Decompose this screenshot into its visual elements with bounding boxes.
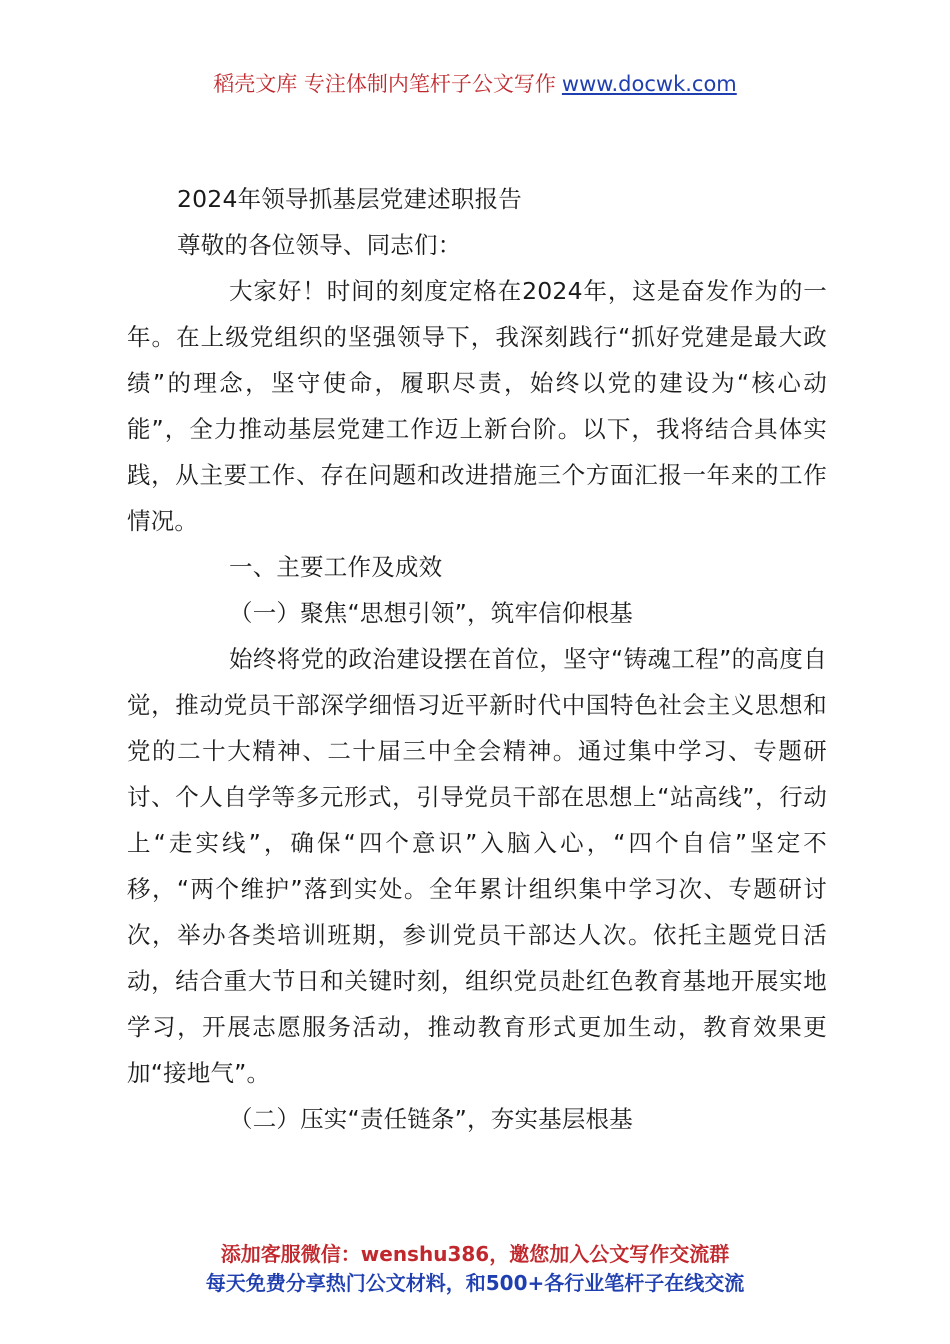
subsection-body-1: 始终将党的政治建设摆在首位，坚守“铸魂工程”的高度自觉，推动党员干部深学细悟习近平新时代中国特色社会主义思想和党的二十大精神、二十届三中全会精神。通过集中学习、专题研讨、个人自学等多元形式，引导党员干部在思想上“站高线”，行动上“走实线”，确保“四个意识”入脑入心，“四个自信”坚定不移，“两个维护”落到实处。全年累计组织集中学习次、专题研讨次，举办各类培训班期，参训党员干部达人次。依托主题党日活动，结合重大节日和关键时刻，组织党员赴红色教育基地开展实地学习，开展志愿服务活动，推动教育形式更加生动，教育效果更加“接地气”。: [127, 645, 827, 1087]
salutation: 尊敬的各位领导、同志们：: [177, 231, 462, 259]
page-header: [0, 70, 950, 98]
document-title: 2024年领导抓基层党建述职报告: [177, 185, 523, 213]
subsection-heading-2: （二）压实“责任链条”，夯实基层根基: [229, 1105, 633, 1133]
footer-wechat-line: 添加客服微信：wenshu386，邀您加入公文写作交流群: [220, 1242, 730, 1266]
section-heading-1: 一、主要工作及成效: [229, 553, 443, 581]
site-link[interactable]: www.docwk.com: [561, 72, 737, 96]
document-body: [127, 176, 827, 1142]
header-brand-text: 稻壳文库 专注体制内笔杆子公文写作: [213, 72, 556, 96]
page-footer: [0, 1240, 950, 1298]
subsection-heading-1: （一）聚焦“思想引领”，筑牢信仰根基: [229, 599, 633, 627]
footer-share-line: 每天免费分享热门公文材料，和500+各行业笔杆子在线交流: [205, 1271, 745, 1295]
intro-paragraph: 大家好！时间的刻度定格在2024年，这是奋发作为的一年。在上级党组织的坚强领导下，我深刻践行“抓好党建是最大政绩”的理念，坚守使命，履职尽责，始终以党的建设为“核心动能”，全力推动基层党建工作迈上新台阶。以下，我将结合具体实践，从主要工作、存在问题和改进措施三个方面汇报一年来的工作情况。: [127, 277, 827, 535]
